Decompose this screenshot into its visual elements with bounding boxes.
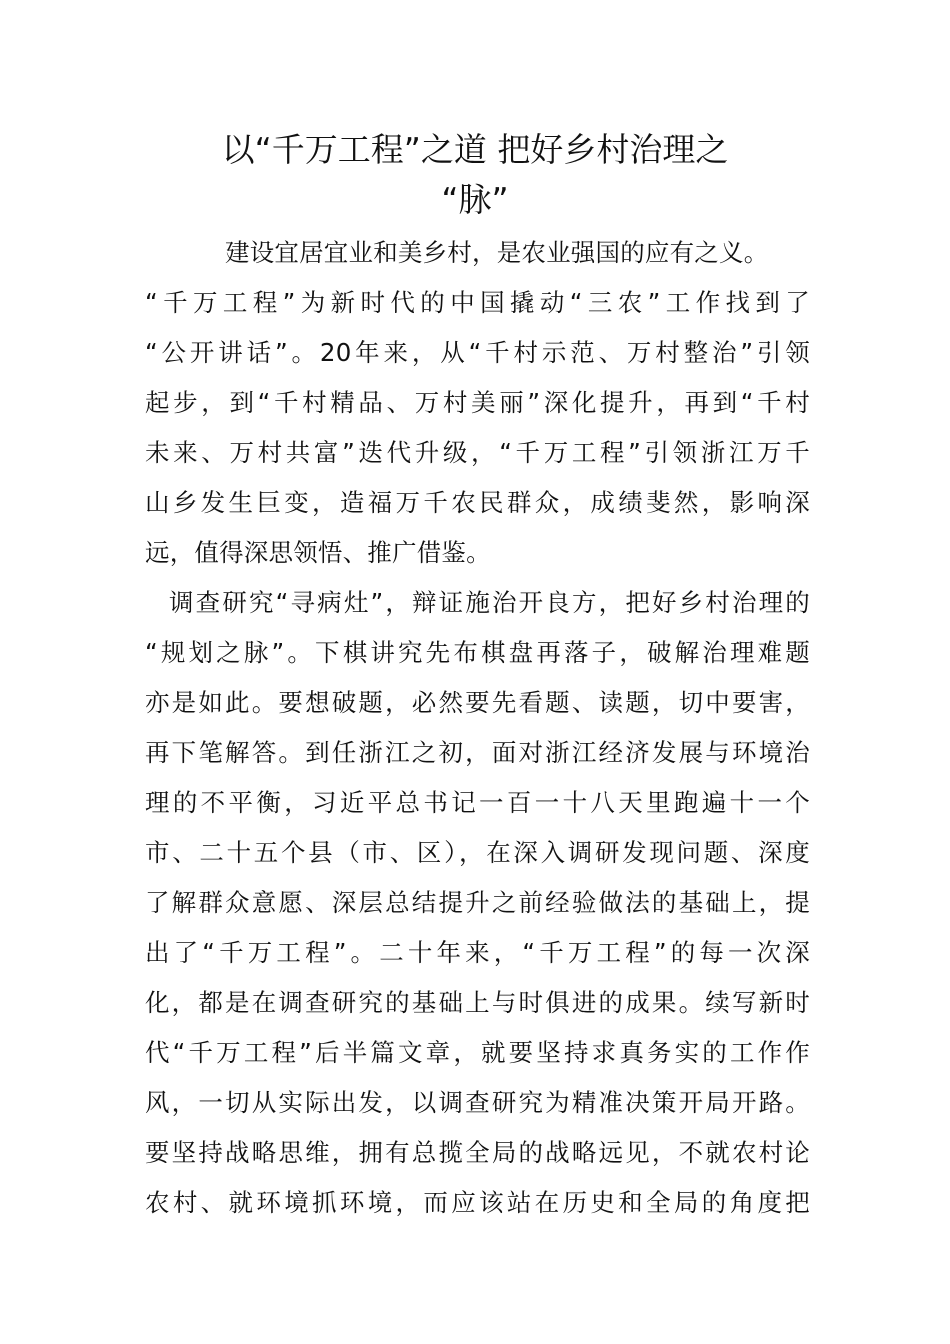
text-line: 亦是如此。要想破题，必然要先看题、读题，切中要害， xyxy=(145,688,810,717)
text-line: 远，值得深思领悟、推广借鉴。 xyxy=(145,538,491,567)
title-line-1: 以“千万工程”之道 把好乡村治理之 xyxy=(221,130,729,169)
text-line: 化，都是在调查研究的基础上与时俱进的成果。续写新时 xyxy=(145,988,810,1017)
text-line: 调查研究“寻病灶”，辩证施治开良方，把好乡村治理的 xyxy=(169,588,810,617)
text-line: “规划之脉”。下棋讲究先布棋盘再落子，破解治理难题 xyxy=(145,638,810,667)
text-line: 山乡发生巨变，造福万千农民群众，成绩斐然，影响深 xyxy=(145,488,810,517)
title-line-2: “脉” xyxy=(441,180,509,219)
text-line: 市、二十五个县（市、区），在深入调研发现问题、深度 xyxy=(145,838,810,867)
text-line: “公开讲话”。20年来，从“千村示范、万村整治”引领 xyxy=(145,338,810,367)
document-title xyxy=(145,125,805,225)
text-line: 起步，到“千村精品、万村美丽”深化提升，再到“千村 xyxy=(145,388,810,417)
text-line: 要坚持战略思维，拥有总揽全局的战略远见，不就农村论 xyxy=(145,1138,810,1167)
text-line: 理的不平衡，习近平总书记一百一十八天里跑遍十一个 xyxy=(145,788,810,817)
text-line: 未来、万村共富”迭代升级，“千万工程”引领浙江万千 xyxy=(145,438,810,467)
text-line: 代“千万工程”后半篇文章，就要坚持求真务实的工作作 xyxy=(145,1038,810,1067)
text-line: 建设宜居宜业和美乡村，是农业强国的应有之义。 xyxy=(225,238,769,267)
text-line: 风，一切从实际出发，以调查研究为精准决策开局开路。 xyxy=(145,1088,810,1117)
text-line: 农村、就环境抓环境，而应该站在历史和全局的角度把 xyxy=(145,1188,810,1217)
text-line: 出了“千万工程”。二十年来，“千万工程”的每一次深 xyxy=(145,938,810,967)
text-line: “千万工程”为新时代的中国撬动“三农”工作找到了 xyxy=(145,288,810,317)
text-line: 了解群众意愿、深层总结提升之前经验做法的基础上，提 xyxy=(145,888,810,917)
text-line: 再下笔解答。到任浙江之初，面对浙江经济发展与环境治 xyxy=(145,738,810,767)
article-body xyxy=(145,228,810,1228)
